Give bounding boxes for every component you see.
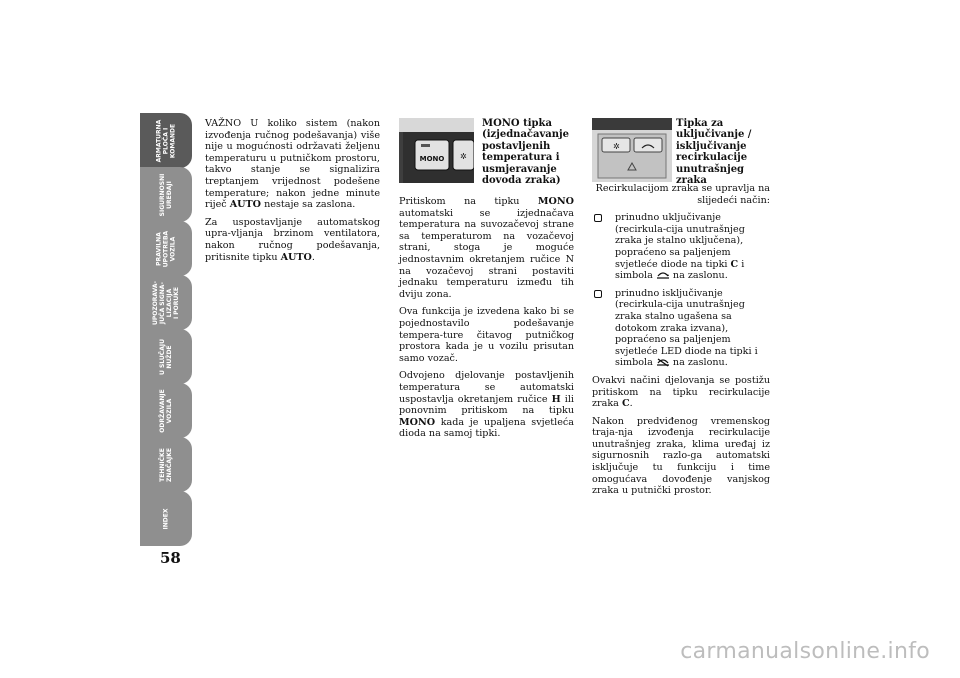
text: .	[311, 251, 315, 263]
svg-text:✲: ✲	[613, 142, 620, 151]
tab-label: INDEX	[162, 508, 170, 529]
text: automatski se izjednačava temperatura na suvozačevoj strane sa temperaturom na vozačevoj strani, stoga je moguće jednostavnim okretanjem ručice N na vozačevoj strani postaviti jednaku temperaturu između tih dviju zona.	[399, 207, 574, 300]
chapter-sidebar	[140, 113, 192, 547]
tab-label: SIGURNOSNI UREĐAJI	[159, 173, 173, 216]
watermark: carmanualsonline.info	[680, 639, 930, 664]
text: Za uspostavljanje automatskog upra-vljanja brzinom ventilatora, nakon ručnog podešavanja, pritisnite tipku	[205, 216, 380, 263]
column-2	[399, 196, 574, 446]
tab-label: ARMATURNA PLOČA I KOMANDE	[155, 119, 177, 162]
tab-odrzavanje-vozila[interactable]	[140, 383, 192, 438]
paragraph	[399, 196, 574, 300]
tab-u-slucaju-nuzde[interactable]	[140, 329, 192, 384]
text-bold: C	[621, 398, 630, 410]
tab-label: U SLUČAJU NUŽDE	[159, 338, 173, 375]
text: .	[629, 398, 633, 410]
tab-label: UPOZORAVA- JUĆA SIGNA- LIZACIJA I PORUKE	[152, 280, 180, 325]
mono-label: MONO	[419, 155, 445, 163]
text-bold: AUTO	[229, 199, 262, 211]
checkbox-bullet-icon	[594, 290, 602, 298]
tab-label: TEHNIČKE ZNAČAJKE	[159, 447, 173, 482]
recirculation-on-icon	[656, 271, 670, 280]
text: Ovakvi načini djelovanja se postižu pritiskom na tipku recirkulacije zraka	[592, 374, 770, 410]
text: na zaslonu.	[669, 357, 728, 369]
text-bold: C	[730, 258, 739, 270]
text: ili ponovnim pritiskom na tipku	[399, 393, 574, 417]
mono-button-illustration	[399, 118, 474, 183]
tab-index[interactable]	[140, 491, 192, 546]
text: Odvojeno djelovanje postavljenih temperatura se automatski uspostavlja okretanjem ručice	[399, 370, 574, 405]
tab-label: PRAVILNA UPOTREBA VOZILA	[155, 230, 177, 267]
tab-armaturna-ploca[interactable]	[140, 113, 192, 168]
text-bold: MONO	[537, 196, 574, 207]
recirculation-heading: Tipka za uključivanje / isključivanje recirkulacije unutrašnjeg zraka	[676, 118, 752, 187]
text-bold: MONO	[399, 416, 436, 428]
tab-upozoravajuca-signalizacija[interactable]	[140, 275, 192, 330]
text-bold: H	[551, 393, 561, 405]
tab-label: ODRŽAVANJE VOZILA	[159, 388, 173, 433]
text: prinudno uključivanje (recirkula-cija unutrašnjeg zraka je stalno uključena), popraćeno sa paljenjem svjetleće diode na tipki	[615, 212, 745, 270]
text: Pritiskom na tipku	[399, 196, 538, 207]
text-bold: AUTO	[280, 251, 312, 263]
list-item	[592, 212, 770, 282]
paragraph	[205, 217, 380, 263]
recirculation-off-icon	[656, 358, 670, 367]
text: prinudno isključivanje (recirkula-cija unutrašnjeg zraka stalno ugašena sa dotokom zraka izvana), popraćeno sa paljenjem svjetleće LED diode na tipki i simbola	[615, 287, 758, 369]
text: nestaje sa zaslona.	[261, 199, 356, 211]
recirculation-button-photo	[592, 118, 672, 182]
text: VAŽNO U koliko sistem (nakon izvođenja ručnog podešavanja) više nije u mogućnosti održavati željenu temperaturu u putničkom prostoru, takvo stanje se signalizira treptanjem vrijednost podešene temperature; nakon jedne minute riječ	[205, 118, 380, 211]
svg-text:✲: ✲	[460, 152, 467, 161]
intro-paragraph: Recirkulacijom zraka se upravlja na slijedeći način:	[595, 183, 770, 206]
paragraph: Nakon predviđenog vremenskog traja-nja izvođenja recirkulacije unutrašnjeg zraka, klima uređaj iz sigurnosnih razlo-ga automatski isključuje tu funkciju i time omogućava dovođenje vanjskog zraka u putnički prostor.	[592, 415, 770, 497]
text: i simbola	[615, 258, 745, 282]
tab-tehnicke-znacajke[interactable]	[140, 437, 192, 492]
paragraph	[399, 370, 574, 440]
text: na zaslonu.	[669, 270, 728, 282]
page-number: 58	[160, 549, 181, 567]
paragraph: Ova funkcija je izvedena kako bi se pojednostavilo podešavanje tempera-ture čitavog putničkog prostora kada je u vozilu prisutan samo vozač.	[399, 306, 574, 364]
paragraph	[205, 118, 380, 211]
column-1	[205, 118, 380, 269]
mono-button-photo	[399, 118, 474, 183]
tab-sigurnosni-uredaji[interactable]	[140, 167, 192, 222]
list-item	[592, 288, 770, 369]
paragraph	[592, 375, 770, 410]
mono-heading: MONO tipka (izjednačavanje postavljenih temperatura i usmjeravanje dovoda zraka)	[482, 118, 570, 187]
checkbox-bullet-icon	[594, 214, 602, 222]
tab-pravilna-upotreba[interactable]	[140, 221, 192, 276]
column-3	[592, 183, 770, 503]
recirculation-panel-illustration	[592, 118, 672, 182]
text: kada je upaljena svjetleća dioda na samoj tipki.	[399, 416, 574, 440]
